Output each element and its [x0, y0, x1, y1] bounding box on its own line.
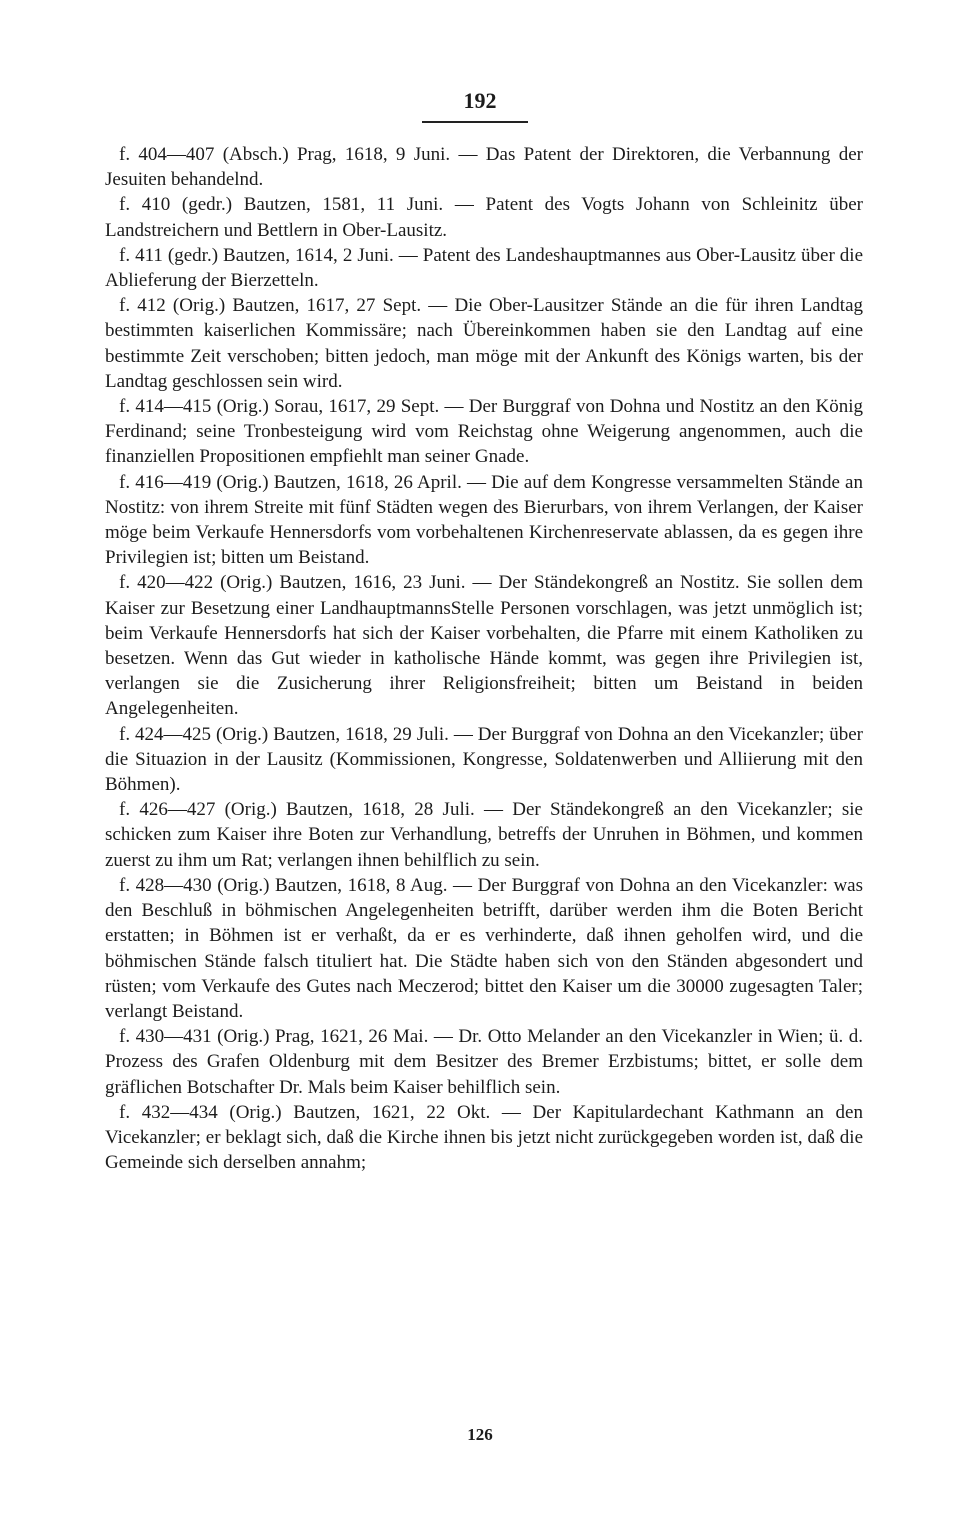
entry-416-419: f. 416—419 (Orig.) Bautzen, 1618, 26 April. — Die auf dem Kongresse versammelten Stände an Nostitz: von ihrem Streite mit fünf Städten wegen des Bierurbars, von ihrem Verlangen, der Kaiser möge beim Verkaufe Hennersdorfs vom vorbehaltenen Kirchenreservate ablassen, da es gegen ihre Privilegien ist; bitten um Beistand.	[105, 471, 863, 569]
entry-411: f. 411 (gedr.) Bautzen, 1614, 2 Juni. — Patent des Landeshauptmannes aus Ober-Lausitz über die Ablieferung der Bierzetteln.	[105, 244, 863, 292]
entry-430-431: f. 430—431 (Orig.) Prag, 1621, 26 Mai. — Dr. Otto Melander an den Vicekanzler in Wien; ü. d. Prozess des Grafen Oldenburg mit dem Besitzer des Bremer Erzbistums; bittet, er solle dem gräflichen Botschafter Dr. Mals beim Kaiser behilflich sein.	[105, 1026, 863, 1098]
page-number: 192	[463, 88, 497, 113]
entry-426-427: f. 426—427 (Orig.) Bautzen, 1618, 28 Juli. — Der Ständekongreß an den Vicekanzler; sie schicken zum Kaiser ihre Boten zur Verhandlung, betreffs der Unruhen in Böhmen, und kommen zuerst zu ihm um Rat; verlangen ihnen behilflich zu sein.	[105, 799, 863, 871]
entry-420-422: f. 420—422 (Orig.) Bautzen, 1616, 23 Juni. — Der Ständekongreß an Nostitz. Sie sollen dem Kaiser zur Besetzung einer LandhauptmannsStelle Personen vorschlagen, was jetzt unmöglich ist; beim Verkaufe Hennersdorfs hat sich der Kaiser vorbehalten, die Pfarre mit einem Katholiken zu besetzen. Wenn das Gut wieder in katholische Hände kommt, was gegen ihre Privilegien ist, verlangen sie die Zusicherung ihrer Religionsfreiheit; bitten um Beistand in beiden Angelegenheiten.	[105, 572, 863, 720]
document-body	[105, 142, 863, 1175]
entry-432-434: f. 432—434 (Orig.) Bautzen, 1621, 22 Okt. — Der Kapitulardechant Kathmann an den Vicekanzler; er beklagt sich, daß die Kirche ihnen bis jetzt nicht zurückgegeben worden ist, daß die Gemeinde sich derselben annahm;	[105, 1101, 863, 1174]
entry-424-425: f. 424—425 (Orig.) Bautzen, 1618, 29 Juli. — Der Burggraf von Dohna an den Vicekanzler; über die Situazion in der Lausitz (Kommissionen, Kongresse, Soldatenwerben und Alliierung mit den Böhmen).	[105, 723, 863, 796]
page-number-rule	[422, 121, 528, 123]
entry-428-430: f. 428—430 (Orig.) Bautzen, 1618, 8 Aug. — Der Burggraf von Dohna an den Vicekanzler: was den Beschluß in böhmischen Angelegenheiten betrifft, darüber werden ihm die Boten Bericht erstatten; in Böhmen ist er verhaßt, da er es verhinderte, daß ihnen geholfen wird, und die böhmischen Stände falsch tituliert hat. Die Städte haben sich von den Ständen abgesondert und rüsten; vom Verkaufe des Gutes nach Meczerod; bittet den Kaiser um die 30000 zugesagten Taler; verlangt Beistand.	[105, 874, 863, 1022]
printer-signature: 126	[467, 1425, 493, 1444]
entry-410: f. 410 (gedr.) Bautzen, 1581, 11 Juni. — Patent des Vogts Johann von Schleinitz über Landstreichern und Bettlern in Ober-Lausitz.	[105, 194, 863, 241]
entry-414-415: f. 414—415 (Orig.) Sorau, 1617, 29 Sept. — Der Burggraf von Dohna und Nostitz an den König Ferdinand; seine Tronbesteigung wird vom Reichstag ohne Weigerung angenommen, auch die finanziellen Propositionen empfiehlt man seiner Gnade.	[105, 396, 863, 468]
entry-412: f. 412 (Orig.) Bautzen, 1617, 27 Sept. — Die Ober-Lausitzer Stände an die für ihren Landtag bestimmten kaiserlichen Kommissäre; nach Übereinkommen haben sie den Landtag auf eine bestimmte Zeit verschoben; bitten jedoch, man möge mit der Ankunft des Königs warten, bis der Landtag geschlossen sein wird.	[105, 295, 863, 392]
entry-404-407: f. 404—407 (Absch.) Prag, 1618, 9 Juni. — Das Patent der Direktoren, die Verbannung der Jesuiten behandelnd.	[105, 144, 863, 191]
